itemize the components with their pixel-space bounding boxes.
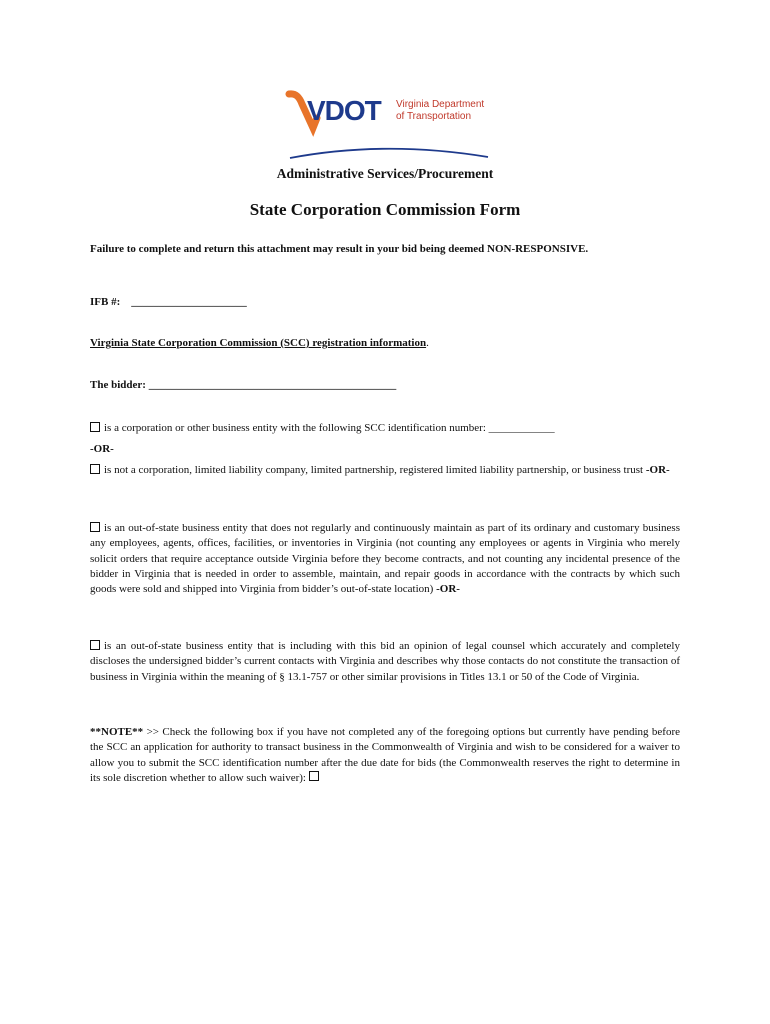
vdot-logo (285, 88, 495, 160)
bidder-blank[interactable]: _____________________________________________ (148, 379, 397, 391)
ifb-blank[interactable]: _____________________ (131, 296, 247, 308)
option-2-checkbox[interactable] (90, 464, 100, 474)
form-title: State Corporation Commission Form (249, 200, 521, 219)
note-text: >> Check the following box if you have not completed any of the foregoing options but currently have pending before the SCC an application for authority to transact business in the Commonwealth of Virginia and wish to be considered for a waiver to allow you to submit the SCC identification number after the due date for bids (the Commonwealth reserves the right to determine in its sole discretion whether to allow such waiver): (90, 726, 680, 784)
scc-heading: Virginia State Corporation Commission (SCC) registration information (90, 337, 427, 349)
scc-heading-line (90, 336, 680, 351)
waiver-checkbox[interactable] (309, 771, 319, 781)
bidder-field (90, 378, 680, 393)
option-2 (90, 463, 680, 478)
option-2-text: is not a corporation, limited liability company, limited partnership, registered limited liability partnership, or business trust (104, 464, 644, 476)
option-4-checkbox[interactable] (90, 640, 100, 650)
or-separator-1: -OR- (90, 443, 114, 455)
option-3 (90, 521, 680, 597)
ifb-label: IFB #: (90, 296, 121, 308)
option-3-text: is an out-of-state business entity that does not regularly and continuously maintain as part of its ordinary and customary business any employees, agents, offices, facilities, or inventories in Virginia (not counting any employees or agents in Virginia who merely solicit orders that require acceptance outside Virginia before they become contracts, and not counting any incidental presence of the bidder in Virginia that is needed in order to assemble, maintain, and repair goods in accordance with the contracts by which such goods were sold and shipped into Virginia from bidder’s out-of-state location) (90, 522, 680, 596)
scc-heading-period: . (426, 337, 429, 349)
waiver-note (90, 725, 680, 786)
option-1-checkbox[interactable] (90, 422, 100, 432)
option-1 (90, 421, 680, 436)
logo-subtitle-line1: Virginia Department (396, 99, 485, 110)
or-separator-2: -OR- (645, 464, 670, 476)
note-label: **NOTE** (90, 726, 144, 738)
option-1-text: is a corporation or other business entity with the following SCC identification number: ____________ (104, 422, 555, 434)
non-responsive-warning: Failure to complete and return this attachment may result in your bid being deemed NON-RESPONSIVE. (90, 243, 589, 255)
department-heading: Administrative Services/Procurement (276, 166, 494, 181)
option-4 (90, 639, 680, 685)
bidder-label: The bidder: (90, 379, 146, 391)
option-4-text: is an out-of-state business entity that is including with this bid an opinion of legal counsel which accurately and completely discloses the undersigned bidder’s current contacts with Virginia and describes why those contacts do not constitute the transaction of business in Virginia within the meaning of § 13.1-757 or other similar provisions in Titles 13.1 or 50 of the Code of Virginia. (90, 640, 680, 683)
or-separator-3: -OR- (436, 583, 460, 596)
logo-subtitle-line2: of Transportation (396, 111, 472, 122)
ifb-field (90, 295, 680, 310)
logo-swoosh (290, 149, 488, 158)
logo-wordmark: VDOT (307, 95, 381, 126)
option-3-checkbox[interactable] (90, 522, 100, 532)
